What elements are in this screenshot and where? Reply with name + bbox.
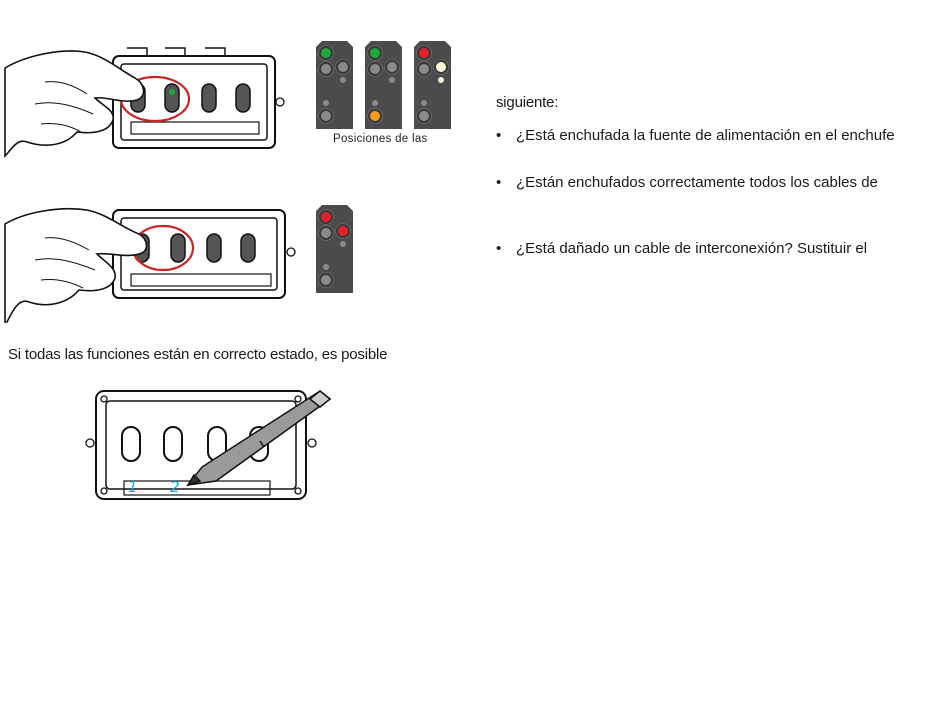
handwritten-label-1: 1 xyxy=(128,478,138,496)
hand-press-illustration-top xyxy=(5,38,305,168)
led-off xyxy=(340,241,346,247)
led-off xyxy=(321,275,331,285)
led-white xyxy=(436,62,446,72)
led-off xyxy=(338,62,348,72)
hand-icon xyxy=(5,209,147,322)
bullet-marker: • xyxy=(496,174,502,191)
led-off xyxy=(370,64,380,74)
checklist-item-text: ¿Está enchufada la fuente de alimentación en el enchufe xyxy=(516,127,895,144)
led-off xyxy=(321,111,331,121)
handwritten-label-2: 2 xyxy=(170,478,180,496)
led-red xyxy=(338,226,348,236)
hand-press-illustration-bottom xyxy=(5,198,305,323)
bullet-marker: • xyxy=(496,240,502,257)
led-green xyxy=(321,48,331,58)
led-small xyxy=(323,264,329,270)
bullet-marker: • xyxy=(496,127,502,144)
led-panel-icon xyxy=(316,41,353,131)
led-panel-icon xyxy=(365,41,402,131)
led-small xyxy=(323,100,329,106)
checklist-item-text: ¿Está dañado un cable de interconexión? Sustituir el xyxy=(516,240,868,257)
checklist-item xyxy=(496,240,867,257)
led-off xyxy=(340,77,346,83)
led-orange xyxy=(370,111,380,121)
checklist-item-text: ¿Están enchufados correctamente todos los cables de xyxy=(516,174,878,191)
checklist-item xyxy=(496,127,895,144)
device-label-writing-illustration xyxy=(84,385,344,510)
led-white xyxy=(438,77,444,83)
led-off xyxy=(387,62,397,72)
checklist-item xyxy=(496,174,878,191)
device-buttons xyxy=(131,84,250,112)
status-paragraph: Si todas las funciones están en correcto estado, es posible xyxy=(8,346,388,363)
led-panel-icon xyxy=(316,205,353,295)
led-green xyxy=(370,48,380,58)
led-positions-caption: Posiciones de las xyxy=(333,133,428,145)
led-off xyxy=(419,64,429,74)
led-red xyxy=(419,48,429,58)
led-off xyxy=(321,228,331,238)
checklist-intro: siguiente: xyxy=(496,94,559,111)
led-panel-icon xyxy=(414,41,451,131)
led-off xyxy=(419,111,429,121)
led-red xyxy=(321,212,331,222)
led-off xyxy=(321,64,331,74)
device-buttons xyxy=(135,234,255,262)
led-small xyxy=(372,100,378,106)
led-small xyxy=(421,100,427,106)
led-off xyxy=(389,77,395,83)
